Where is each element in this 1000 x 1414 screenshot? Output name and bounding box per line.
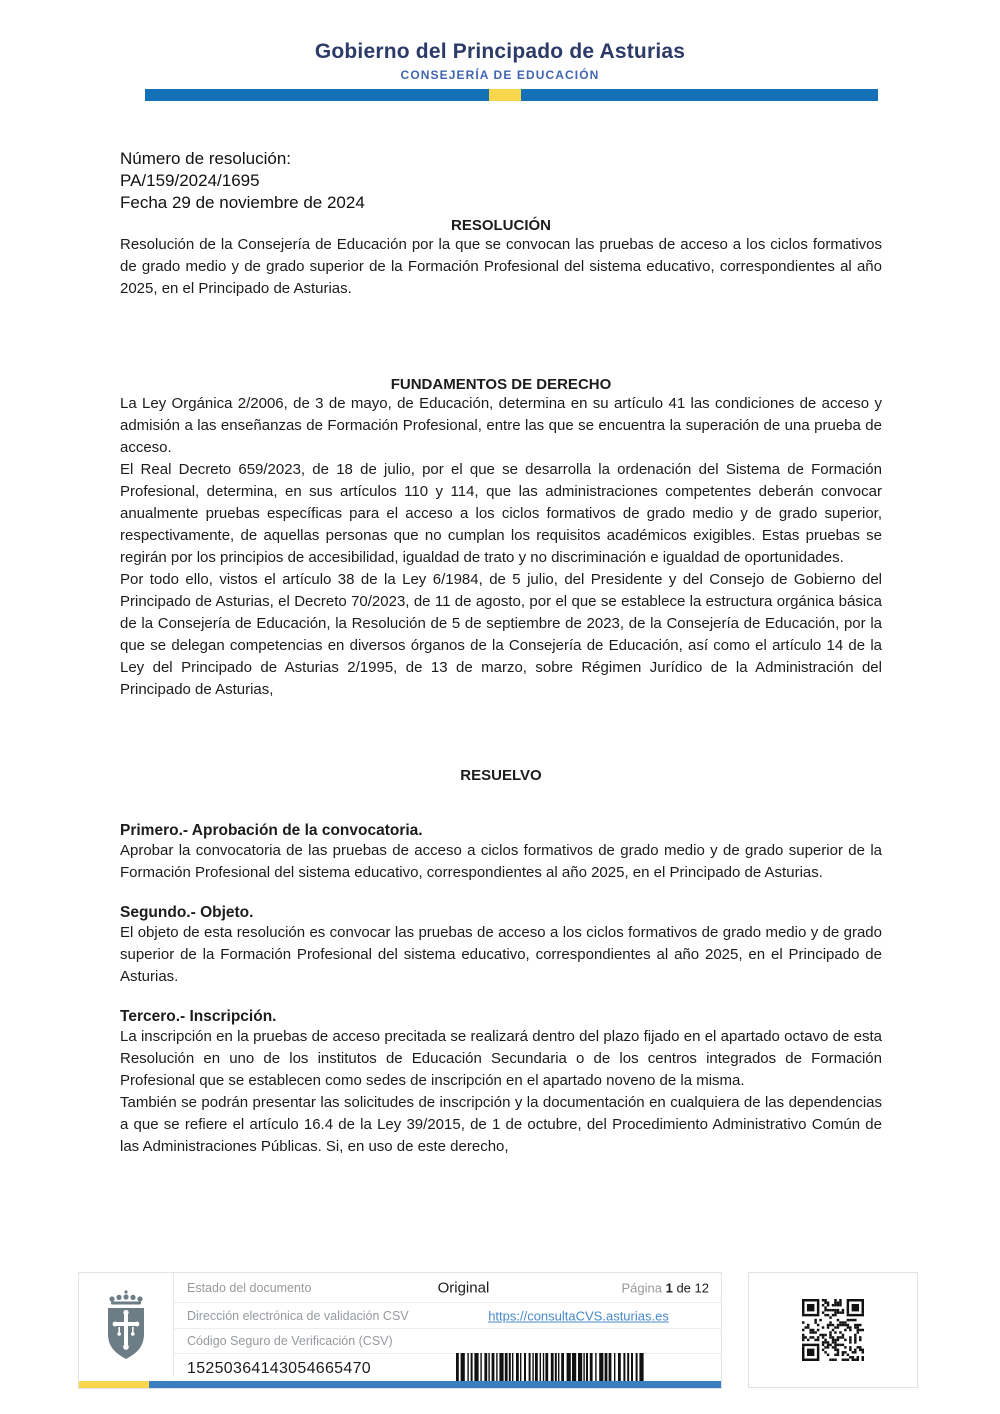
csv-url-label: Dirección electrónica de validación CSV [187, 1308, 409, 1323]
qr-code [802, 1299, 864, 1361]
section-segundo-heading: Segundo.- Objeto. [120, 904, 254, 921]
intro-paragraph: Resolución de la Consejería de Educación por la que se convocan las pruebas de acceso a los ciclos formativos de grado medio y de grado superior de la Formación Profesional del sistema educativo, correspondientes al año 2025, en el Principado de Asturias. [120, 236, 882, 297]
footer-row-csv-code [173, 1354, 721, 1383]
footer-validation-box [78, 1272, 722, 1389]
resolution-date: Fecha 29 de noviembre de 2024 [120, 193, 365, 212]
resuelvo-heading: RESUELVO [460, 767, 542, 784]
csv-code-label: Código Seguro de Verificación (CSV) [187, 1334, 393, 1348]
fundamentos-paragraph-3: Por todo ello, vistos el artículo 38 de la Ley 6/1984, de 5 julio, del Presidente y del Consejo de Gobierno del Principado de Asturias, el Decreto 70/2023, de 11 de agosto, por el que se establece la estructura orgánica básica de la Consejería de Educación, la Resolución de 5 de septiembre de 2023, de la Consejería de Educación, por la que se delegan competencias en diversos órganos de la Consejería de Educación, así como el artículo 14 de la Ley del Principado de Asturias 2/1995, de 13 de marzo, sobre Régimen Jurídico de la Administración del Principado de Asturias, [120, 571, 882, 698]
fundamentos-paragraph-2: El Real Decreto 659/2023, de 18 de julio, por el que se desarrolla la ordenación del Sistema de Formación Profesional, determina, en sus artículos 110 y 114, que las administraciones competentes deberán convocar anualmente pruebas específicas para el acceso a los ciclos formativos de grado medio y de grado superior, respectivamente, de aquellas personas que no cumplan los requisitos académicos exigibles. Estas pruebas se regirán por los principios de accesibilidad, igualdad de trato y no discriminación e igualdad de oportunidades. [120, 461, 882, 566]
footer-table [173, 1273, 721, 1383]
page-total: de 12 [676, 1280, 709, 1295]
header [0, 40, 1000, 82]
header-divider-bar [145, 89, 878, 101]
section-primero-paragraph: Aprobar la convocatoria de las pruebas de acceso a ciclos formativos de grado medio y de grado superior de la Formación Profesional del sistema educativo, correspondientes al año 2025, en el Principado de Asturias. [120, 842, 882, 881]
document-title: RESOLUCIÓN [450, 217, 551, 234]
section-primero-heading: Primero.- Aprobación de la convocatoria. [120, 822, 423, 839]
section-tercero-paragraph-1: La inscripción en la pruebas de acceso precitada se realizará dentro del plazo fijado en el apartado octavo de esta Resolución en uno de los institutos de Educación Secundaria o de los centros integrados de Formación Profesional que se establecen como sedes de inscripción en el apartado noveno de la misma. [120, 1028, 882, 1089]
org-title: Gobierno del Principado de Asturias [314, 40, 686, 63]
section-segundo-paragraph: El objeto de esta resolución es convocar las pruebas de acceso a los ciclos formativos de grado medio y de grado superior de la Formación Profesional del sistema educativo, correspondientes al año 2025, en el Principado de Asturias. [120, 924, 882, 985]
estado-value: Original [437, 1279, 490, 1296]
csv-code-value: 15250364143054665470 [187, 1359, 371, 1377]
csv-validation-link[interactable]: https://consultaCVS.asturias.es [488, 1308, 669, 1323]
resolution-number-label: Número de resolución: [120, 149, 292, 168]
asturias-shield-icon [79, 1273, 174, 1377]
page-label: Página [621, 1280, 662, 1295]
resolution-meta [120, 148, 882, 214]
page-number: 1 [665, 1280, 673, 1295]
org-subtitle: CONSEJERÍA DE EDUCACIÓN [400, 68, 600, 82]
footer-accent-bars [79, 1381, 721, 1388]
section-tercero-paragraph-2: También se podrán presentar las solicitudes de inscripción y la documentación en cualquiera de las dependencias a que se refiere el artículo 16.4 de la Ley 39/2015, de 1 de octubre, del Procedimiento Administrativo Común de las Administraciones Públicas. Si, en uso de este derecho, [120, 1094, 882, 1155]
page-indicator [621, 1280, 709, 1295]
footer-row-csv-label [173, 1329, 721, 1354]
document-body [120, 148, 882, 1158]
footer-row-csv-url [173, 1303, 721, 1329]
footer-bar-yellow [79, 1381, 149, 1388]
resolution-number-value: PA/159/2024/1695 [120, 171, 260, 190]
qr-box [748, 1272, 918, 1388]
fundamentos-heading: FUNDAMENTOS DE DERECHO [390, 376, 612, 393]
barcode [456, 1353, 644, 1381]
footer-row-estado [173, 1273, 721, 1303]
footer-bar-blue [149, 1381, 721, 1388]
estado-label: Estado del documento [187, 1280, 312, 1295]
fundamentos-paragraph-1: La Ley Orgánica 2/2006, de 3 de mayo, de Educación, determina en su artículo 41 las condiciones de acceso y admisión a las enseñanzas de Formación Profesional, entre las que se encuentra la superación de una prueba de acceso. [120, 395, 882, 456]
section-tercero-heading: Tercero.- Inscripción. [120, 1008, 277, 1025]
header-divider-accent [489, 89, 521, 101]
